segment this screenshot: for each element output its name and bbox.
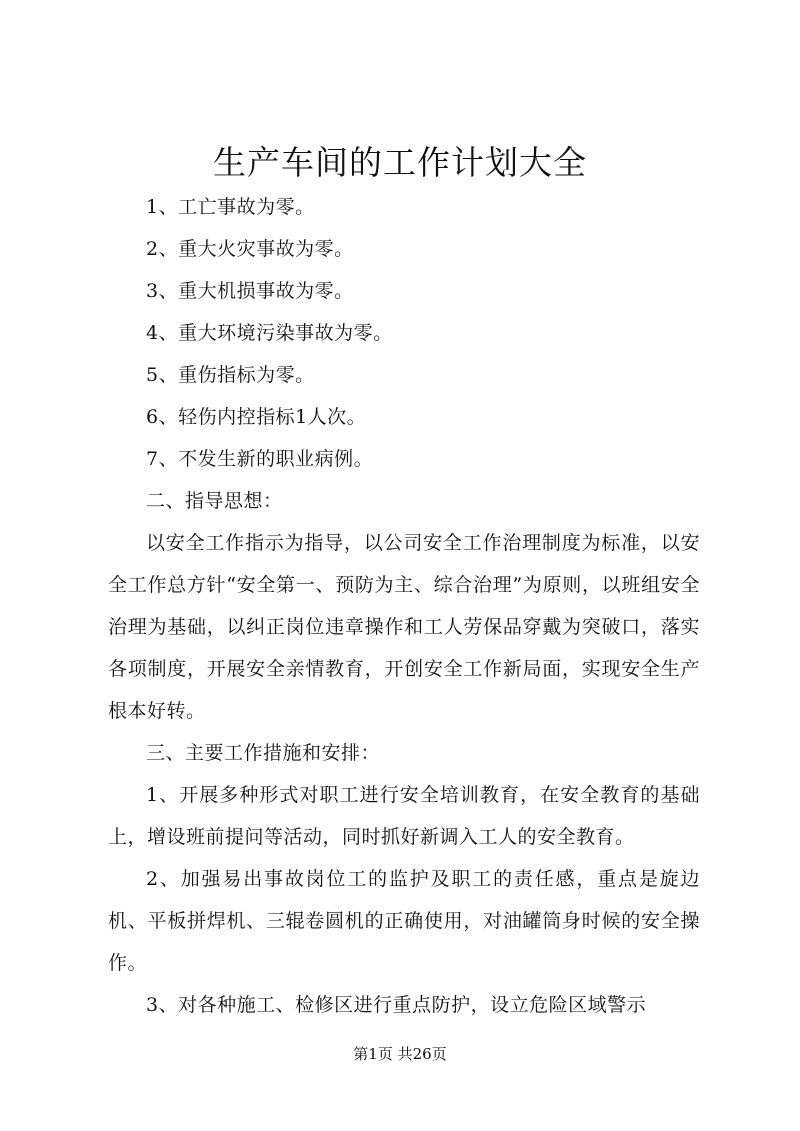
paragraph-item-6: 6、轻伤内控指标1人次。	[146, 406, 367, 428]
paragraph-measure-1: 1、开展多种形式对职工进行安全培训教育，在安全教育的基础上，增设班前提问等活动，同时抓好新调入工人的安全教育。	[108, 784, 700, 848]
section-heading-measures: 三、主要工作措施和安排：	[146, 742, 381, 764]
paragraph-item-1: 1、工亡事故为零。	[146, 196, 315, 218]
paragraph-item-7: 7、不发生新的职业病例。	[146, 448, 374, 470]
paragraph-guiding-ideas: 以安全工作指示为指导，以公司安全工作治理制度为标准，以安全工作总方针“安全第一、预防为主、综合治理”为原则，以班组安全治理为基础，以纠正岗位违章操作和工人劳保品穿戴为突破口，落实各项制度，开展安全亲情教育，开创安全工作新局面，实现安全生产根本好转。	[108, 532, 700, 722]
paragraph-measure-3: 3、对各种施工、检修区进行重点防护，设立危险区域警示	[146, 994, 647, 1016]
document-title: 生产车间的工作计划大全	[213, 143, 587, 182]
paragraph-measure-2: 2、加强易出事故岗位工的监护及职工的责任感，重点是旋边机、平板拼焊机、三辊卷圆机的正确使用，对油罐筒身时候的安全操作。	[108, 868, 700, 974]
document-body	[108, 186, 700, 1026]
paragraph-item-2: 2、重大火灾事故为零。	[146, 238, 354, 260]
paragraph-item-5: 5、重伤指标为零。	[146, 364, 315, 386]
section-heading-guiding-ideas: 二、指导思想：	[146, 490, 283, 512]
page-number: 第1页 共26页	[353, 1045, 447, 1063]
paragraph-item-3: 3、重大机损事故为零。	[146, 280, 354, 302]
paragraph-item-4: 4、重大环境污染事故为零。	[146, 322, 393, 344]
